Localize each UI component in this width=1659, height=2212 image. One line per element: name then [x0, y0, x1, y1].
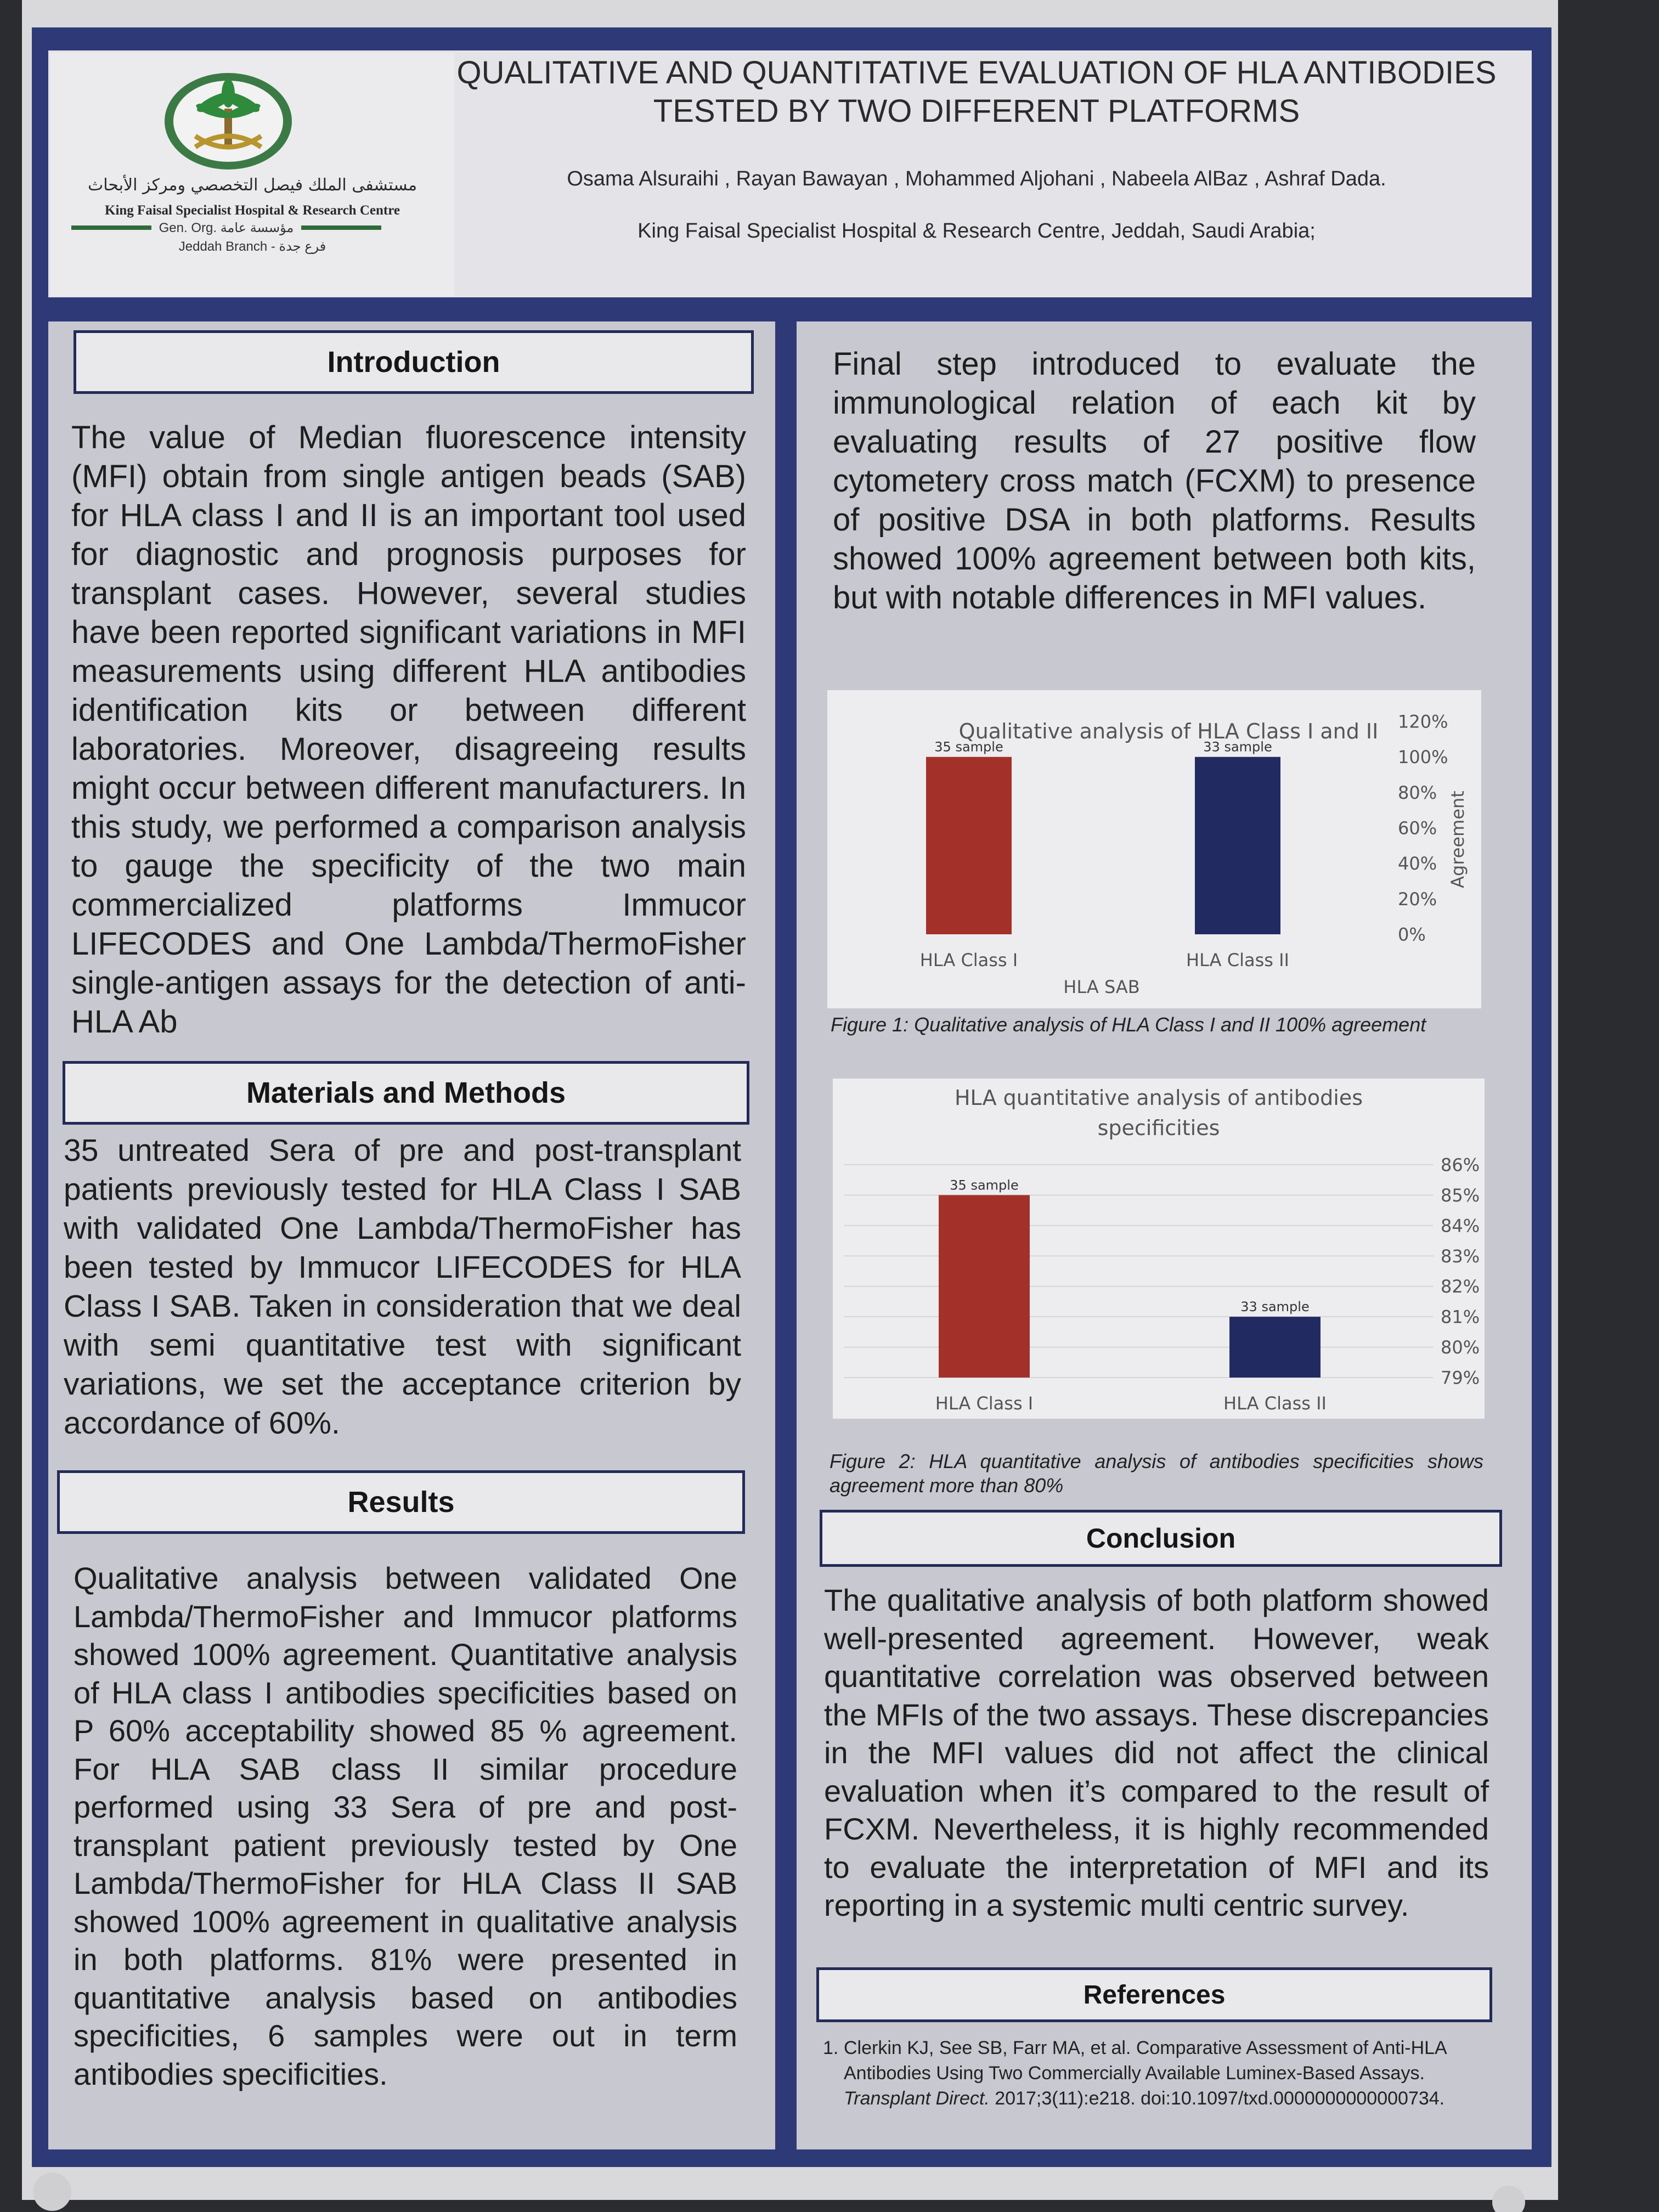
y-tick-label: 79% — [1441, 1367, 1480, 1389]
bar-data-label: 35 sample — [950, 1177, 1019, 1193]
reference-body — [823, 2035, 1476, 2111]
bar-class-i — [939, 1195, 1030, 1378]
y-tick-label: 20% — [1398, 888, 1437, 910]
figure1-caption: Figure 1: Qualitative analysis of HLA Class I and II 100% agreement — [831, 1013, 1426, 1036]
affiliation: King Faisal Specialist Hospital & Research Centre, Jeddah, Saudi Arabia; — [637, 219, 1316, 242]
logo-branch: Jeddah Branch - فرع جدة — [178, 239, 326, 254]
results-heading: Results — [57, 1470, 745, 1534]
figure1-chart — [827, 690, 1481, 1008]
logo-arabic-name: مستشفى الملك فيصل التخصصي ومركز الأبحاث — [87, 176, 417, 195]
y-tick-label: 80% — [1441, 1337, 1480, 1358]
y-tick-label: 83% — [1441, 1245, 1480, 1267]
x-category-label: HLA Class I — [919, 950, 1018, 970]
bar-class-ii — [1195, 757, 1280, 934]
y-tick-label: 0% — [1398, 924, 1426, 945]
reference-authors-title: Clerkin KJ, See SB, Farr MA, et al. Comparative Assessment of Anti-HLA Antibodies Using Two Commercially Available Luminex-Based Assays. — [844, 2038, 1446, 2084]
poster-title — [439, 54, 1514, 131]
y-tick-label: 60% — [1398, 817, 1437, 839]
reference-details: 2017;3(11):e218. doi:10.1097/txd.0000000000000734. — [989, 2088, 1445, 2109]
logo-english-name: King Faisal Specialist Hospital & Research Centre — [105, 203, 400, 218]
y-tick-label: 120% — [1398, 711, 1448, 732]
y-tick-label: 40% — [1398, 853, 1437, 874]
y-tick-label: 100% — [1398, 747, 1448, 768]
logo-divider-left — [71, 225, 151, 230]
x-category-label: HLA Class I — [935, 1393, 1034, 1414]
reference-item — [823, 2035, 1476, 2111]
chart-title-line-1: HLA quantitative analysis of antibodies — [954, 1086, 1363, 1110]
authors: Osama Alsuraihi , Rayan Bawayan , Mohammed Aljohani , Nabeela AlBaz , Ashraf Dada. — [567, 167, 1386, 190]
hospital-logo-icon — [162, 70, 294, 172]
bar-class-ii — [1229, 1317, 1321, 1378]
thumbtack-icon — [33, 2172, 71, 2211]
conclusion-heading: Conclusion — [820, 1510, 1502, 1567]
y-tick-label: 81% — [1441, 1306, 1480, 1328]
logo-divider-right — [301, 225, 381, 230]
x-category-label: HLA Class II — [1186, 950, 1289, 970]
methods-text: 35 untreated Sera of pre and post-transplant patients previously tested for HLA Class I SAB with validated One Lambda/ThermoFisher has been tested by Immucor LIFECODES for HLA Class I SAB. Taken in consideration that we deal with semi quantitative test with significant variations, we set the acceptance criterion by accordance of 60%. — [64, 1133, 741, 1441]
references-heading: References — [816, 1967, 1492, 2022]
methods-heading: Materials and Methods — [63, 1061, 749, 1125]
y-tick-label: 85% — [1441, 1184, 1480, 1206]
x-category-label: HLA Class II — [1223, 1393, 1327, 1414]
final-step-text: Final step introduced to evaluate the immunological relation of each kit by evaluating results of 27 positive flow cytometery cross match (FCXM) to presence of positive DSA in both platforms. Results showed 100% agreement between both kits, but with notable differences in MFI values. — [833, 346, 1476, 616]
y-tick-label: 82% — [1441, 1276, 1480, 1297]
introduction-text: The value of Median fluorescence intensity (MFI) obtain from single antigen beads (SAB) for HLA class I and II is an important tool used for diagnostic and prognosis purposes for transplant cases. However, several studies have been reported significant variations in MFI measurements using different HLA antibodies identification kits or between different laboratories. Moreover, disagreeing results might occur between different manufacturers. In this study, we performed a comparison analysis to gauge the specificity of the two main commercialized platforms Immucor LIFECODES and One Lambda/ThermoFisher single-antigen assays for the detection of anti-HLA Ab — [71, 420, 746, 1040]
bar-data-label: 33 sample — [1240, 1299, 1310, 1315]
figure2-caption: Figure 2: HLA quantitative analysis of antibodies specificities shows agreement more than 80% — [830, 1450, 1483, 1497]
x-axis-label: HLA SAB — [1063, 977, 1140, 997]
title-line-1: QUALITATIVE AND QUANTITATIVE EVALUATION OF HLA ANTIBODIES — [456, 55, 1497, 91]
y-tick-label: 86% — [1441, 1154, 1480, 1176]
results-text: Qualitative analysis between validated One Lambda/ThermoFisher and Immucor platforms showed 100% agreement. Quantitative analysis of HLA class I antibodies specificities based on P 60% acceptability showed 85 % agreement. For HLA SAB class II similar procedure performed using 33 Sera of pre and post-transplant patient previously tested by One Lambda/ThermoFisher for HLA Class II SAB showed 100% agreement in qualitative analysis in both platforms. 81% were presented in quantitative analysis based on antibodies specificities, 6 samples were out in term antibodies specificities. — [74, 1561, 737, 2091]
figure2-chart — [833, 1079, 1485, 1419]
chart-title: Qualitative analysis of HLA Class I and II — [958, 719, 1379, 743]
bar-data-label: 33 sample — [1203, 739, 1272, 755]
figure1-panel — [827, 690, 1481, 1008]
reference-number: 1. — [823, 2038, 839, 2058]
y-tick-label: 84% — [1441, 1215, 1480, 1237]
logo-org-line — [71, 219, 381, 236]
reference-journal: Transplant Direct. — [844, 2088, 990, 2109]
introduction-heading: Introduction — [74, 330, 754, 394]
chart-title-line-2: specificities — [1097, 1116, 1220, 1141]
conclusion-text: The qualitative analysis of both platform showed well-presented agreement. However, weak quantitative correlation was observed between the MFIs of the two assays. These discrepancies in the MFI values did not affect the clinical evaluation when it’s compared to the result of FCXM. Nevertheless, it is highly recommended to evaluate the interpretation of MFI and its reporting in a systemic multi centric survey. — [824, 1583, 1489, 1922]
logo-org-label: Gen. Org. مؤسسة عامة — [159, 220, 294, 235]
bar-class-i — [926, 757, 1012, 934]
title-line-2: TESTED BY TWO DIFFERENT PLATFORMS — [653, 93, 1300, 129]
references-list — [823, 2035, 1476, 2111]
y-axis-label: Agreement — [1447, 791, 1468, 888]
y-tick-label: 80% — [1398, 782, 1437, 803]
bar-data-label: 35 sample — [934, 739, 1003, 755]
figure2-panel — [833, 1079, 1485, 1419]
